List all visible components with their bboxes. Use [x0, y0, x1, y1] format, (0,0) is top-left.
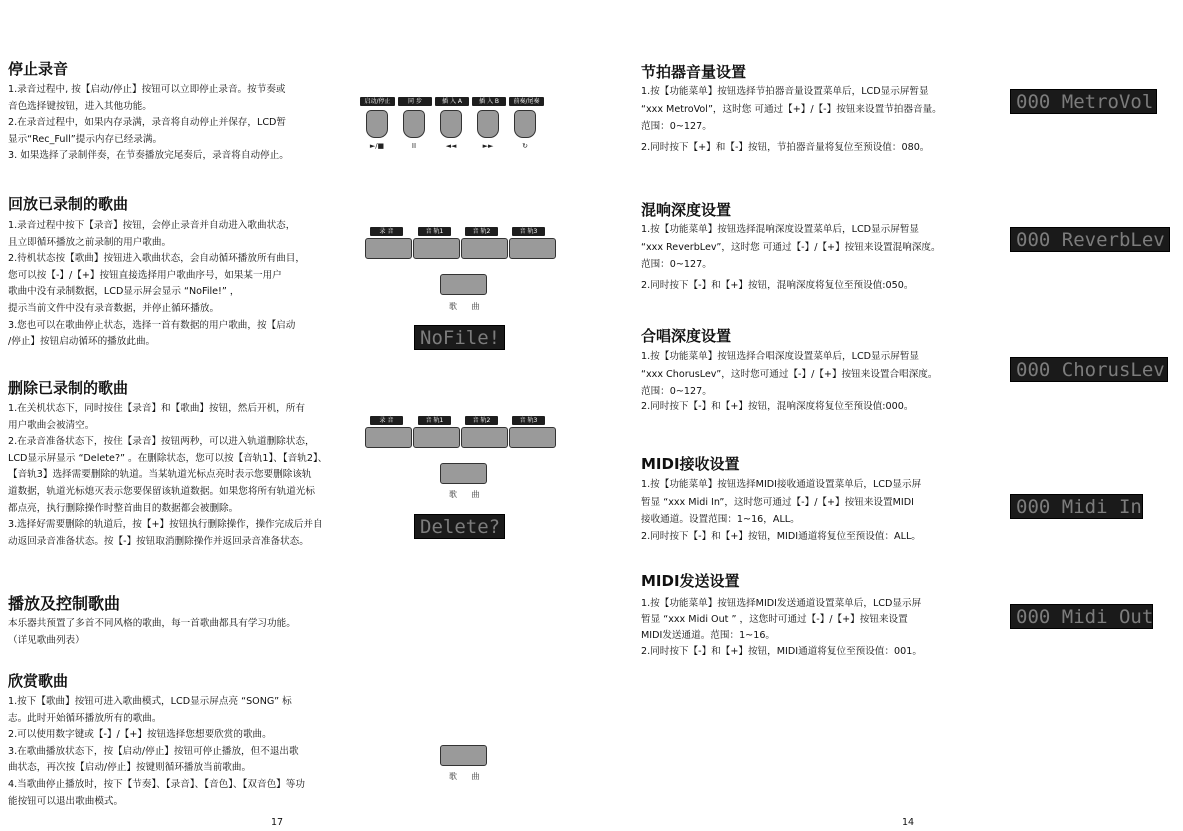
fast-forward-icon: ►► — [482, 142, 494, 150]
text-line: 2.同时按下【-】和【+】按钮，混响深度将复位至预设值:050。 — [641, 279, 914, 291]
text-line: 1.按【功能菜单】按钮选择MIDI接收通道设置菜单后，LCD显示屏 — [641, 479, 922, 490]
section-title-play-control: 播放及控制歌曲 — [8, 594, 121, 613]
panel-label: 插 入 A — [435, 97, 469, 106]
play-control-text — [8, 616, 296, 649]
text-line: 3.您也可以在歌曲停止状态，选择一首有数据的用户歌曲，按【启动 — [8, 319, 296, 331]
text-line: 范围：0~127。 — [641, 385, 712, 397]
song-key-icon — [440, 274, 487, 295]
text-line: 接收通道。设置范围：1~16，ALL。 — [641, 513, 800, 525]
text-line: “xxx ReverbLev”，这时您 可通过【-】/【+】按钮来设置混响深度。 — [641, 241, 941, 253]
play-stop-icon: ►/■ — [369, 142, 385, 150]
lcd-display: Delete? — [414, 514, 505, 539]
text-line: 4.当歌曲停止播放时，按下【节奏】、【录音】、【音色】、【双音色】等功 — [8, 778, 305, 790]
text-line: 1.录音过程中, 按【启动/停止】按钮可以立即停止录音。按节奏或 — [8, 84, 286, 95]
song-key-icon — [440, 463, 487, 484]
track1-key-icon — [413, 427, 460, 448]
track3-key-icon — [509, 427, 556, 448]
track3-key-icon — [509, 238, 556, 259]
lcd-display-midi-out: 000 Midi Out — [1010, 604, 1153, 629]
text-line: 暂显 “xxx Midi Out ” ，这您时可通过【-】/【+】按钮来设置 — [641, 614, 908, 625]
track-label: 音 轨2 — [465, 227, 498, 236]
song-key-caption: 歌 曲 — [449, 772, 486, 781]
text-line: LCD显示屏显示 “Delete?” 。在删除状态，您可以按【音轨1】、【音轨2】、 — [8, 452, 328, 464]
record-key-icon — [365, 238, 412, 259]
lcd-display: NoFile! — [414, 325, 505, 350]
intro-ending-key-icon — [514, 110, 536, 138]
text-line: 2.在录音过程中，如果内存录满，录音将自动停止并保存，LCD暂 — [8, 117, 287, 129]
text-line: 1.按下【歌曲】按钮可进入歌曲模式，LCD显示屏点亮 “SONG” 标 — [8, 696, 292, 707]
chorus-text — [641, 348, 937, 416]
text-line: /停止】按钮启动循环的播放此曲。 — [8, 336, 156, 348]
text-line: 您可以按【-】/【+】按钮直接选择用户歌曲序号，如果某一用户 — [8, 269, 282, 281]
song-key-caption: 歌 曲 — [449, 302, 486, 311]
track2-key-icon — [461, 427, 508, 448]
record-key-icon — [365, 427, 412, 448]
text-line: 2.可以使用数字键或【-】/【+】按钮选择您想要欣赏的歌曲。 — [8, 729, 272, 741]
text-line: 本乐器共预置了多首不同风格的歌曲，每一首歌曲都具有学习功能。 — [8, 618, 296, 629]
section-title-listen: 欣赏歌曲 — [8, 672, 69, 690]
section-title-reverb: 混响深度设置 — [641, 201, 732, 219]
section-title-chorus: 合唱深度设置 — [641, 327, 732, 345]
lcd-display-midi-in: 000 Midi In — [1010, 494, 1143, 519]
midi-in-text — [641, 476, 921, 546]
metronome-text — [641, 83, 942, 157]
panel-label: 启动/停止 — [360, 97, 395, 106]
text-line: 1.录音过程中按下【录音】按钮，会停止录音并自动进入歌曲状态， — [8, 220, 296, 231]
track-label: 音 轨1 — [418, 227, 451, 236]
section-title-midi-out: MIDI发送设置 — [641, 572, 740, 590]
text-line: 范围：0~127。 — [641, 120, 712, 132]
track-label: 音 轨1 — [418, 416, 451, 425]
text-line: 曲状态，再次按【启动/停止】按键则循环播放当前歌曲。 — [8, 762, 252, 774]
track-label: 音 轨2 — [465, 416, 498, 425]
text-line: 2.同时按下【+】和【-】按钮，节拍器音量将复位至预设值：080。 — [641, 141, 930, 153]
section-title-delete: 删除已录制的歌曲 — [8, 379, 129, 397]
text-line: 用户歌曲会被清空。 — [8, 419, 95, 431]
text-line: 都点亮，执行删除操作时整首曲目的数据都会被删除。 — [8, 502, 239, 514]
text-line: 道数据，轨道光标熄灭表示您要保留该轨道数据。如果您将所有轨道光标 — [8, 485, 315, 497]
sync-key-icon — [403, 110, 425, 138]
text-line: “xxx MetroVol”，这时您 可通过【+】/【-】按钮来设置节拍器音量。 — [641, 103, 942, 115]
lcd-display-chorus: 000 ChorusLev — [1010, 357, 1168, 382]
listen-text — [8, 694, 305, 810]
text-line: 志。此时开始循环播放所有的歌曲。 — [8, 712, 162, 724]
start-stop-key-icon — [366, 110, 388, 138]
panel-label: 前奏/尾奏 — [509, 97, 544, 106]
track2-key-icon — [461, 238, 508, 259]
text-line: 2.在录音准备状态下，按住【录音】按钮两秒，可以进入轨道删除状态， — [8, 436, 315, 448]
section-title-playback: 回放已录制的歌曲 — [8, 195, 129, 213]
lcd-display-reverb: 000 ReverbLev — [1010, 227, 1170, 252]
section-title-midi-in: MIDI接收设置 — [641, 455, 740, 473]
text-line: 提示当前文件中没有录音数据，并停止循环播放。 — [8, 302, 220, 314]
page-number-right: 14 — [902, 817, 915, 828]
text-line: 1.按【功能菜单】按钮选择节拍器音量设置菜单后，LCD显示屏暂显 — [641, 86, 929, 97]
text-line: （详见歌曲列表） — [8, 634, 85, 646]
track-label: 录 音 — [370, 416, 403, 425]
text-line: 2.同时按下【-】和【+】按钮，MIDI通道将复位至预设值：ALL。 — [641, 530, 921, 542]
track-label: 录 音 — [370, 227, 403, 236]
text-line: 3.在歌曲播放状态下，按【启动/停止】按钮可停止播放，但不退出歌 — [8, 745, 299, 757]
text-line: 且立即循环播放之前录制的用户歌曲。 — [8, 236, 172, 248]
text-line: 【音轨3】选择需要删除的轨道。当某轨道光标点亮时表示您要删除该轨 — [8, 469, 312, 481]
text-line: 2.同时按下【-】和【+】按钮，MIDI通道将复位至预设值：001。 — [641, 646, 922, 657]
text-line: 2.待机状态按【歌曲】按钮进入歌曲状态，会自动循环播放所有曲目， — [8, 253, 305, 265]
fill-a-key-icon — [440, 110, 462, 138]
text-line: “xxx ChorusLev”，这时您可通过【-】/【+】按钮来设置合唱深度。 — [641, 368, 938, 380]
page-number-left: 17 — [271, 817, 284, 828]
song-key-icon — [440, 745, 487, 766]
section-title-metronome: 节拍器音量设置 — [641, 63, 747, 81]
text-line: 3.选择好需要删除的轨道后，按【+】按钮执行删除操作，操作完成后并自 — [8, 519, 323, 531]
text-line: 音色选择键按钮，进入其他功能。 — [8, 100, 152, 112]
text-line: 1.按【功能菜单】按钮选择MIDI发送通道设置菜单后，LCD显示屏 — [641, 598, 922, 609]
text-line: 能按钮可以退出歌曲模式。 — [8, 795, 124, 807]
lcd-display-metronome: 000 MetroVol — [1010, 89, 1157, 114]
playback-text — [8, 218, 305, 351]
track1-key-icon — [413, 238, 460, 259]
rewind-icon: ◄◄ — [445, 142, 457, 150]
midi-out-text — [641, 596, 922, 660]
text-line: MIDI发送通道。范围：1~16。 — [641, 630, 776, 641]
pause-icon: II — [411, 142, 417, 150]
panel-label: 插 入 B — [472, 97, 506, 106]
fill-b-key-icon — [477, 110, 499, 138]
track-label: 音 轨3 — [512, 227, 545, 236]
loop-icon: ↻ — [522, 142, 528, 150]
song-key-caption: 歌 曲 — [449, 490, 486, 499]
text-line: 暂显 “xxx Midi In”，这时您可通过【-】/【+】按钮来设置MIDI — [641, 496, 914, 508]
text-line: 1.按【功能菜单】按钮选择混响深度设置菜单后，LCD显示屏暂显 — [641, 224, 920, 235]
text-line: 歌曲中没有录制数据，LCD显示屏会显示 “NoFile!” ， — [8, 286, 240, 298]
text-line: 1.按【功能菜单】按钮选择合唱深度设置菜单后，LCD显示屏暂显 — [641, 351, 920, 362]
text-line: 1.在关机状态下，同时按住【录音】和【歌曲】按钮，然后开机，所有 — [8, 403, 305, 414]
text-line: 3. 如果选择了录制伴奏，在节奏播放完尾奏后，录音将自动停止。 — [8, 150, 289, 162]
delete-text — [8, 401, 327, 550]
text-line: 范围：0~127。 — [641, 258, 712, 270]
text-line: 显示“Rec_Full”提示内存已经录满。 — [8, 133, 163, 145]
text-line: 2.同时按下【-】和【+】按钮，混响深度将复位至预设值:000。 — [641, 400, 914, 412]
reverb-text — [641, 221, 941, 295]
track-label: 音 轨3 — [512, 416, 545, 425]
section-title-stop-record: 停止录音 — [8, 60, 69, 78]
text-line: 动返回录音准备状态。按【-】按钮取消删除操作并返回录音准备状态。 — [8, 535, 309, 547]
panel-label: 同 步 — [398, 97, 432, 106]
stop-record-text — [8, 82, 289, 165]
